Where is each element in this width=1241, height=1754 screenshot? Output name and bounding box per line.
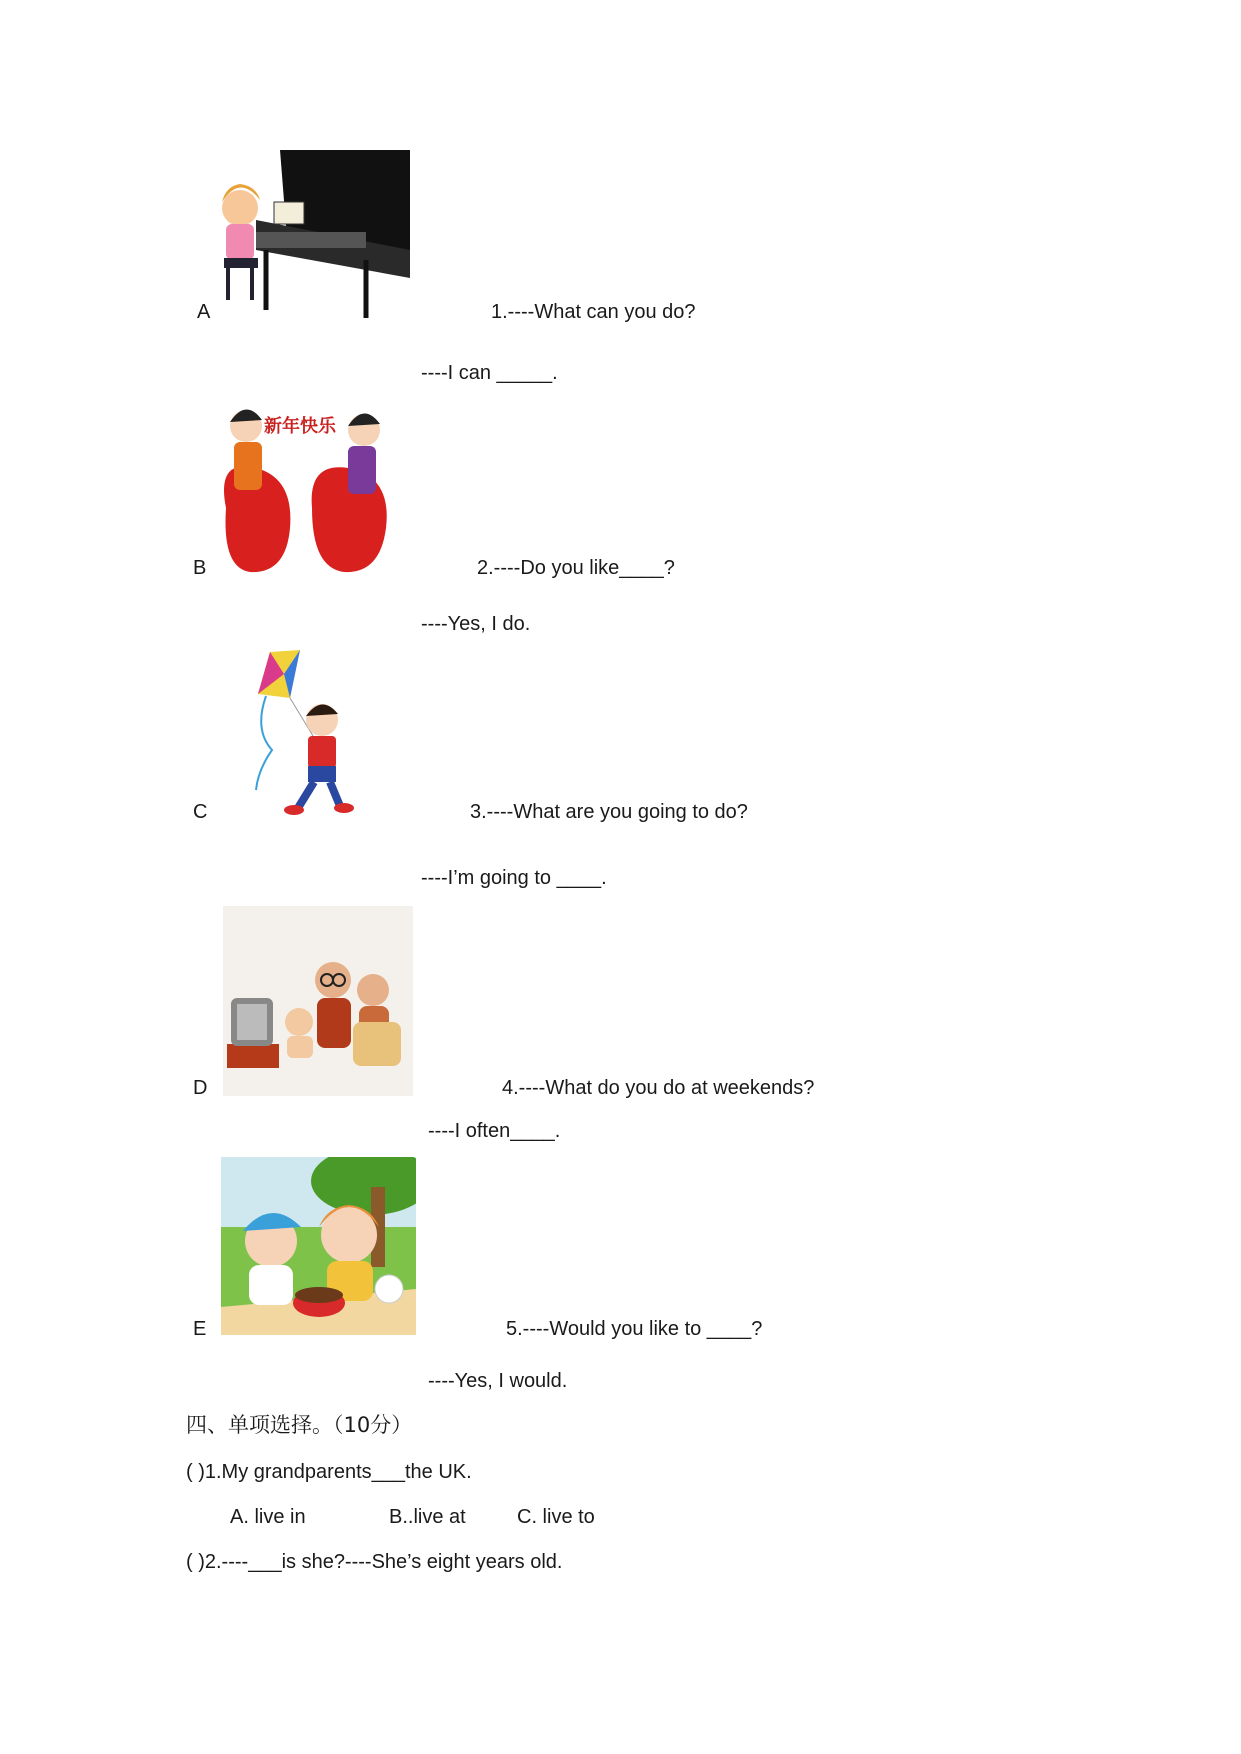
picnic-picture — [221, 1157, 416, 1335]
new-year-caption: 新年快乐 — [264, 416, 336, 437]
watching-tv-picture — [223, 906, 413, 1096]
mc-option-c: C. live to — [517, 1506, 595, 1528]
question-3: 3.----What are you going to do? — [470, 801, 748, 823]
section-four-heading: 四、单项选择。（10分） — [186, 1413, 413, 1437]
option-letter-d: D — [193, 1077, 208, 1099]
option-letter-c: C — [193, 801, 208, 823]
answer-5: ----Yes, I would. — [428, 1370, 568, 1392]
answer-3: ----I’m going to ____. — [421, 867, 607, 889]
mc-question-1: ( )1.My grandparents___the UK. — [186, 1461, 472, 1483]
mc-question-2: ( )2.----___is she?----She’s eight years old. — [186, 1551, 563, 1573]
answer-1: ----I can _____. — [421, 362, 558, 384]
question-5: 5.----Would you like to ____? — [506, 1318, 763, 1340]
question-2: 2.----Do you like____? — [477, 557, 675, 579]
piano-player-picture — [216, 150, 410, 322]
option-letter-b: B — [193, 557, 207, 579]
mc-option-a: A. live in — [230, 1506, 306, 1528]
option-letter-e: E — [193, 1318, 207, 1340]
new-year-picture — [216, 398, 394, 576]
answer-2: ----Yes, I do. — [421, 613, 531, 635]
option-letter-a: A — [197, 301, 211, 323]
mc-option-b: B..live at — [389, 1506, 466, 1528]
question-4: 4.----What do you do at weekends? — [502, 1077, 815, 1099]
answer-4: ----I often____. — [428, 1120, 561, 1142]
kite-flying-picture — [248, 650, 364, 820]
question-1: 1.----What can you do? — [491, 301, 696, 323]
